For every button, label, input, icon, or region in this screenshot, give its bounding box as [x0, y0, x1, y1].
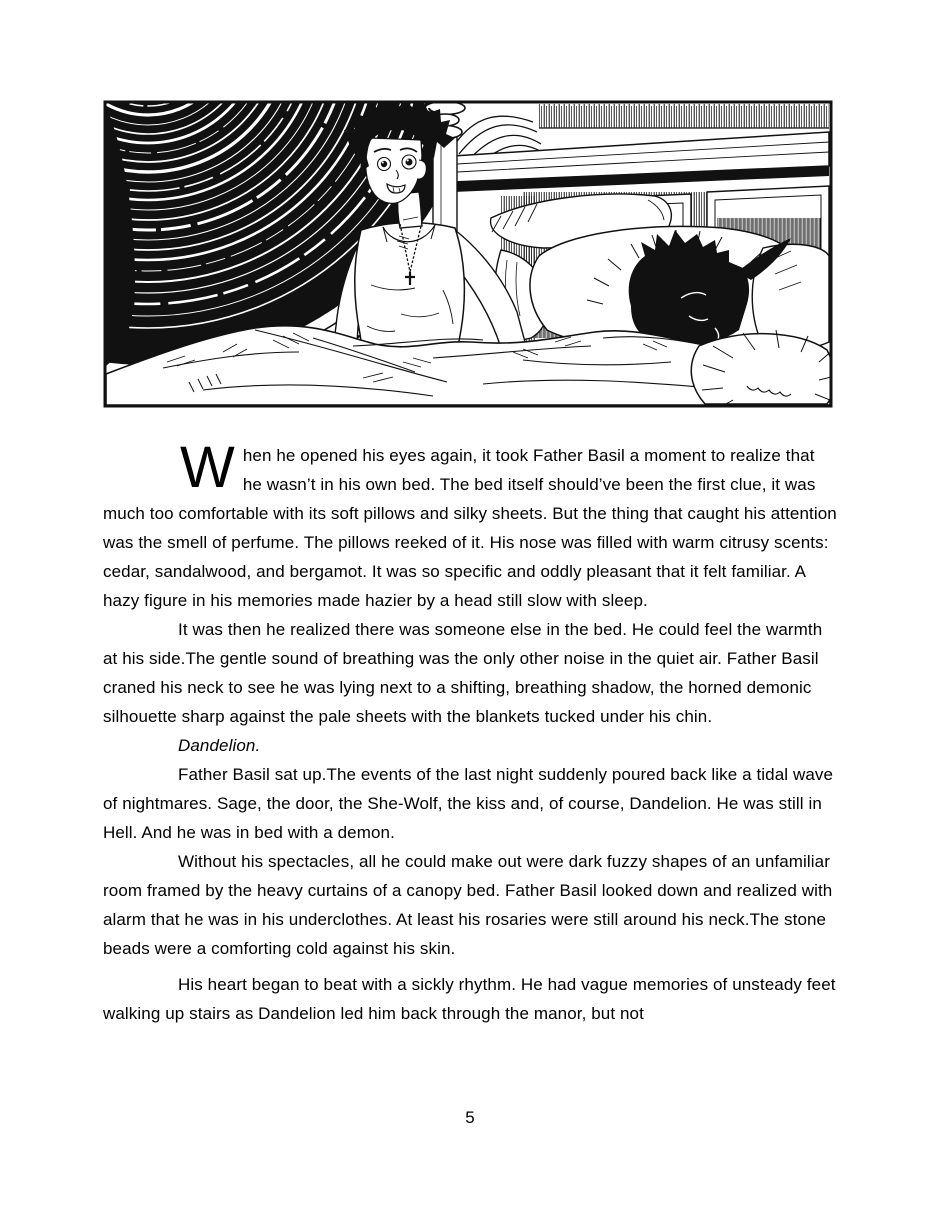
corner-pillow: [691, 330, 833, 408]
paragraph: [103, 435, 837, 615]
story-illustration: [103, 100, 833, 408]
drop-cap: W: [180, 435, 235, 500]
paragraph-text: hen he opened his eyes again, it took Father Basil a moment to realize that he wasn’t in his own bed. The bed itself should’ve been the first clue, it was much too comfortable with its soft pillows and silky sheets. But the thing that caught his attention was the smell of perfume. The pillows reeked of it. His nose was filled with warm citrusy scents: cedar, sandalwood, and bergamot. It was so specific and oddly pleasant that it felt familiar. A hazy figure in his memories made hazier by a head still slow with sleep.: [103, 446, 837, 610]
paragraph: Without his spectacles, all he could make out were dark fuzzy shapes of an unfamiliar room framed by the heavy curtains of a canopy bed. Father Basil looked down and realized with alarm that he was in his underclothes. At least his rosaries were still around his neck.The stone beads were a comforting cold against his skin.: [103, 852, 833, 958]
paragraph: His heart began to beat with a sickly rhythm. He had vague memories of unsteady feet walking up stairs as Dandelion led him back through the manor, but not: [103, 975, 836, 1023]
story-text: [103, 435, 837, 1028]
paragraph: Father Basil sat up.The events of the last night suddenly poured back like a tidal wave of nightmares. Sage, the door, the She-Wolf, the kiss and, of course, Dandelion. He was still in Hell. And he was in bed with a demon.: [103, 765, 834, 842]
paragraph-italic: Dandelion.: [178, 736, 261, 755]
paragraph: It was then he realized there was someone else in the bed. He could feel the warmth at his side.The gentle sound of breathing was the only other noise in the quiet air. Father Basil craned his neck to see he was lying next to a shifting, breathing shadow, the horned demonic silhouette sharp against the pale sheets with the blankets tucked under his chin.: [103, 620, 823, 726]
page-number: 5: [465, 1108, 475, 1127]
